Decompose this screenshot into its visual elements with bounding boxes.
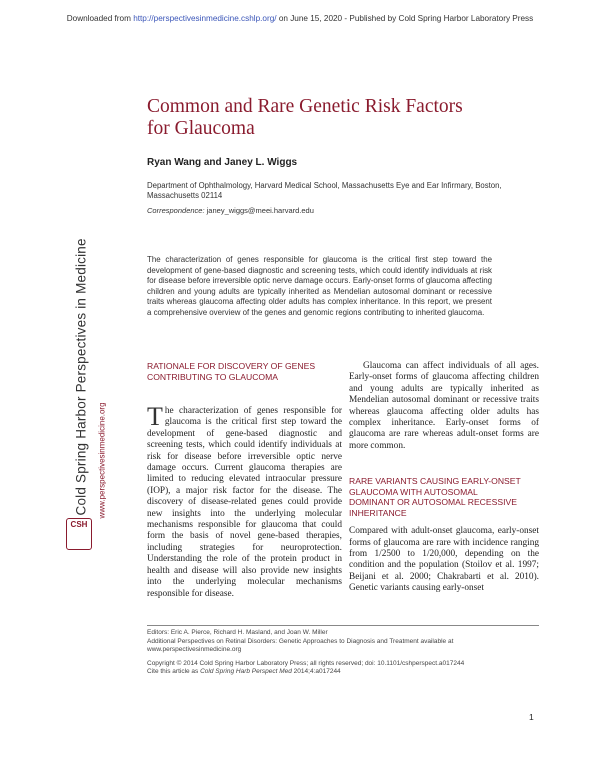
abstract: The characterization of genes responsible for glaucoma is the critical first step toward the development of gene-based diagnostic and screening tests, which could identify individuals at risk for disease before irreversible optic nerve damage occurs. Early-onset forms of glaucoma affecting children and young adults are typically inherited as Mendelian autosomal dominant or recessive traits whereas glaucoma affecting older adults has complex inheritance. In this report, we present a comprehensive overview of the genes and genomic regions contributing to inherited glaucoma. (147, 255, 492, 317)
footnotes (147, 629, 539, 677)
right-column (349, 361, 539, 595)
copyright-note: Copyright © 2014 Cold Spring Harbor Laboratory Press; all rights reserved; doi: 10.1101/cshperspect.a017244 (147, 659, 465, 667)
editors-note: Editors: Eric A. Pierce, Richard H. Masland, and Joan W. Miller (147, 629, 328, 636)
collection-note: Additional Perspectives on Retinal Disorders: Genetic Approaches to Diagnosis and Treatment available at www.perspectivesinmedicine.org (147, 637, 454, 654)
rare-variants-paragraph: Compared with adult-onset glaucoma, early-onset forms of glaucoma are rare with incidence ranging from 1/2500 to 1/20,000, depending on the condition and the population (Stoilov et al. 1997; Beijani et al. 2000; Chakrabarti et al. 2010). Genetic variants causing early-onset (349, 526, 539, 594)
drop-cap: T (147, 402, 163, 431)
download-suffix: on June 15, 2020 - Published by Cold Spring Harbor Laboratory Press (276, 14, 534, 23)
section-heading-rationale (147, 361, 342, 382)
title-line-2: for Glaucoma (147, 118, 255, 139)
journal-url[interactable]: www.perspectivesinmedicine.org (97, 402, 107, 519)
download-prefix: Downloaded from (66, 14, 134, 23)
download-notice (0, 14, 600, 23)
authors: Ryan Wang and Janey L. Wiggs (147, 157, 298, 168)
rationale-paragraph (147, 402, 342, 600)
download-link[interactable]: http://perspectivesinmedicine.cshlp.org/ (133, 14, 277, 23)
logo-text: CSH (70, 520, 88, 529)
page-number: 1 (529, 712, 534, 722)
csh-logo-icon (66, 518, 92, 550)
correspondence-email[interactable]: janey_wiggs@meei.harvard.edu (206, 206, 314, 215)
left-column (147, 361, 342, 600)
rationale-text: he characterization of genes responsible for glaucoma is the critical first step toward the development of gene-based diagnostic and screening tests, which could identify individuals at risk for disease before irreversible optic nerve damage occurs. Current glaucoma therapies are limited to reducing elevated intraocular pressure (IOP), a major risk factor for the disease. The discovery of disease-related genes could provide new insights into the underlying molecular mechanisms responsible for glaucoma that could form the basis of novel gene-based therapies, including strategies for neuroprotection. Understanding the role of the protein product in health and disease will also provide new insights into the underlying molecular mechanisms responsible for disease. (147, 406, 342, 599)
affiliation: Department of Ophthalmology, Harvard Medical School, Massachusetts Eye and Ear Infirmary, Boston, Massachusetts 02114 (147, 181, 502, 200)
heading-line-1: RARE VARIANTS CAUSING EARLY-ONSET (349, 476, 521, 487)
article-title (147, 96, 527, 140)
heading-line-2: GLAUCOMA WITH AUTOSOMAL (349, 486, 478, 497)
title-line-1: Common and Rare Genetic Risk Factors (147, 96, 463, 117)
journal-name: Cold Spring Harbor Perspectives in Medicine (73, 238, 89, 516)
citation-note (147, 668, 539, 677)
journal-sidebar (62, 228, 107, 558)
section-heading-rare-variants (349, 476, 539, 518)
intro-paragraph: Glaucoma can affect individuals of all ages. Early-onset forms of glaucoma affecting children and young adults are typically inherited as Mendelian autosomal dominant or recessive traits whereas glaucoma affecting older adults has complex inheritance. Early-onset forms of glaucoma are rare whereas adult-onset forms are more common. (349, 361, 539, 451)
heading-line-4: INHERITANCE (349, 507, 407, 518)
correspondence-label: Correspondence: (147, 206, 205, 215)
cite-prefix: Cite this article as (147, 668, 201, 676)
cite-journal: Cold Spring Harb Perspect Med (200, 668, 292, 676)
heading-line-3: DOMINANT OR AUTOSOMAL RECESSIVE (349, 497, 517, 508)
heading-line-1: RATIONALE FOR DISCOVERY OF GENES (147, 361, 316, 371)
correspondence (147, 206, 314, 215)
heading-line-2: CONTRIBUTING TO GLAUCOMA (147, 371, 278, 382)
cite-suffix: 2014;4:a017244 (291, 668, 341, 676)
footnote-divider (147, 625, 539, 626)
